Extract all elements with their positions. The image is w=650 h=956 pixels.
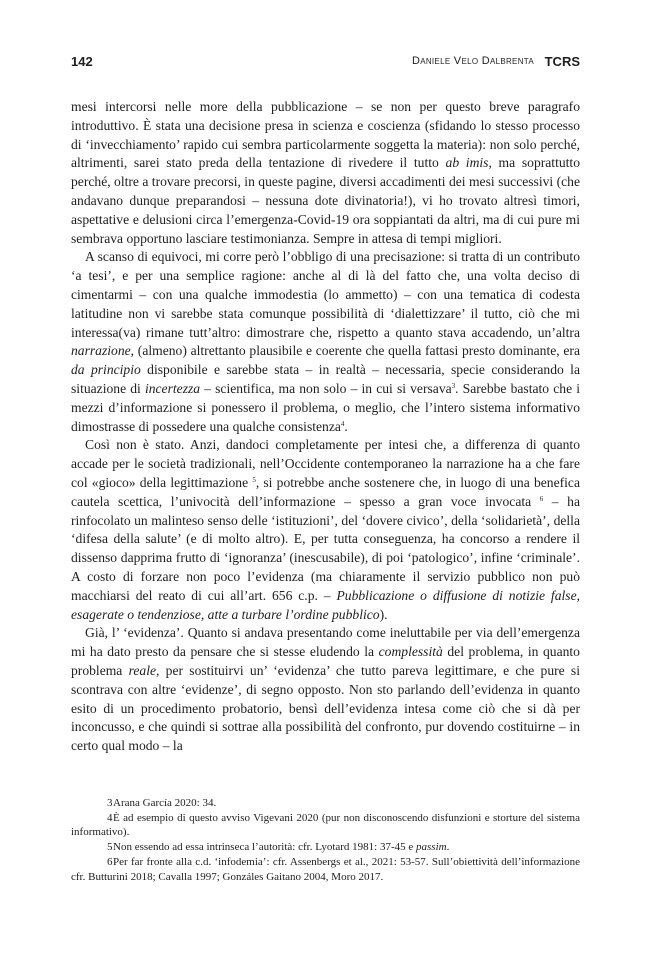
italic-text: narrazione <box>71 343 131 359</box>
text-run: Così non è stato. Anzi, dandoci completamente per intesi che, a differenza di quanto accade per le società tradizionali, nell’Occidente contemporaneo la narrazione ha a che fare col «gioco» della legittimazione <box>71 437 580 490</box>
footnote <box>71 796 580 811</box>
footnote-ref: 5 <box>252 475 256 484</box>
footnote-ref: 3 <box>451 381 456 390</box>
page-number: 142 <box>71 54 93 69</box>
text-run: , ma soprattutto perché, oltre a trovare precorsi, in queste pagine, diversi accadimenti dei mesi successivi (che andavano dunque preparandosi – nessuna dote divinatoria!), vi ho trovato altresì timori, aspettative e delusioni circa l’emergenza-Covid-19 ora soppiantati da altri, ma di cui pure mi sembrava opportuno lasciare testimonianza. Sempre in attesa di tempi migliori. <box>71 155 580 246</box>
italic-text: da principio <box>71 362 141 378</box>
footnote <box>71 811 580 840</box>
italic-text: incertezza <box>144 380 201 396</box>
footnote-number: 4 <box>107 811 113 824</box>
footnote-number: 5 <box>107 841 113 854</box>
journal-name: TCRS <box>544 54 580 69</box>
footnote-number: 6 <box>107 855 113 868</box>
body-text <box>71 98 580 756</box>
footnote <box>71 855 580 884</box>
text-run: del problema, in quanto problema <box>71 644 580 678</box>
text-run: È ad esempio di questo avviso Vigevani 2020 (pur non disconoscendo disfunzioni e storture del sistema informativo). <box>71 811 580 839</box>
paragraph <box>71 98 580 248</box>
text-run: Già, l’ ‘evidenza’. Quanto si andava presentando come ineluttabile per via dell’emergenza mi ha dato presto da pensare che si stesse eludendo la <box>71 625 580 660</box>
text-run: , si potrebbe anche sostenere che, in luogo di una benefica cautela scettica, l’univocità dell’informazione – spesso a gran voce invocata <box>71 474 580 509</box>
italic-text: complessità <box>378 644 443 660</box>
italic-text: passim <box>416 841 447 854</box>
text-run: Non essendo ad essa intrinseca l’autorità: cfr. Lyotard 1981: 37-45 e <box>113 841 417 854</box>
text-run: disponibile e sarebbe stata – in realtà – necessaria, specie considerando la situazione di <box>71 362 580 396</box>
paragraph <box>71 624 580 756</box>
italic-text: Pubblicazione o diffusione di notizie false, esagerate o tendenziose, atte a turbare l’ordine pubblico <box>71 587 580 622</box>
italic-text: ab imis <box>445 155 489 171</box>
paragraph <box>71 248 580 436</box>
text-run: – ha rinfocolato un malinteso senso delle ‘istituzioni’, del ‘dovere civico’, della ‘solidarietà’, della ‘difesa della salute’ (e di molto altro). E, per tutta conseguenza, ha concorso a rendere il dissenso dapprima frutto di ‘ignoranza’ (inescusabile), di poi ‘patologico’, infine ‘criminale’. A costo di forzare non poco l’evidenza (ma chiaramente il servizio pubblico non può macchiarsi del reato di cui all’art. 656 c.p. – <box>71 493 580 603</box>
text-run: . <box>446 841 450 854</box>
footnote-ref: 6 <box>539 494 544 503</box>
text-run: . Sarebbe bastato che i mezzi d’informazione si ponessero il problema, o meglio, che l’intero sistema informativo dimostrasse di possedere una qualche consistenza <box>71 380 581 434</box>
text-run: ). <box>379 606 388 622</box>
footnotes <box>71 796 580 884</box>
footnote <box>71 840 580 855</box>
footnote-number: 3 <box>107 797 113 809</box>
text-run: , per sostituirvi un’ ‘evidenza’ che tutto pareva legittimare, e che pure si scontrava con altre ‘evidenze’, di segno opposto. Non sto parlando dell’evidenza in quanto esito di un procedimento probatorio, bensì dell’evidenza intesa come ciò che si dà per inconcusso, e che quindi si sottrae alla possibilità del confronto, pur dovendo costituirne – in certo qual modo – la <box>71 662 580 754</box>
text-run: – scientifica, ma non solo – in cui si versava <box>200 380 452 396</box>
text-run: Per far fronte alla c.d. ‘infodemia’: cfr. Assenbergs et al., 2021: 53-57. Sull’obiettività dell’informazione cfr. Butturini 2018; Cavalla 1997; Gonzáles Gaitano 2004, Moro 2017. <box>71 855 580 883</box>
text-run: Arana García 2020: 34. <box>113 797 217 809</box>
text-run: . <box>344 418 348 434</box>
footnote-ref: 4 <box>340 419 345 428</box>
text-run: , (almeno) altrettanto plausibile e coerente che quella fattasi presto dominante, era <box>130 343 580 359</box>
italic-text: reale <box>128 662 157 678</box>
running-head-author: Daniele Velo Dalbrenta <box>411 55 534 67</box>
text-run: A scanso di equivoci, mi corre però l’obbligo di una precisazione: si tratta di un contributo ‘a tesi’, e per una semplice ragione: anche al di là del fatto che, una volta deciso di cimentarmi – con una qualche immodestia (lo ammetto) – con una tematica di codesta latitudine non vi sarebbe stata comunque possibilità di ‘dialettizzare’ il tutto, ciò che mi interessa(va) rimane tutt’altro: dimostrare che, rispetto a quanto stava accadendo, un’altra <box>71 249 580 340</box>
paragraph <box>71 436 580 624</box>
page-header <box>71 54 580 76</box>
text-run: mesi intercorsi nelle more della pubblicazione – se non per questo breve paragrafo introduttivo. È stata una decisione presa in scienza e coscienza (sfidando lo stesso processo di ‘invecchiamento’ rapido cui sembra particolarmente soggetta la materia): non solo perché, altrimenti, sarei stato preda della tentazione di rivedere il tutto <box>71 99 580 171</box>
